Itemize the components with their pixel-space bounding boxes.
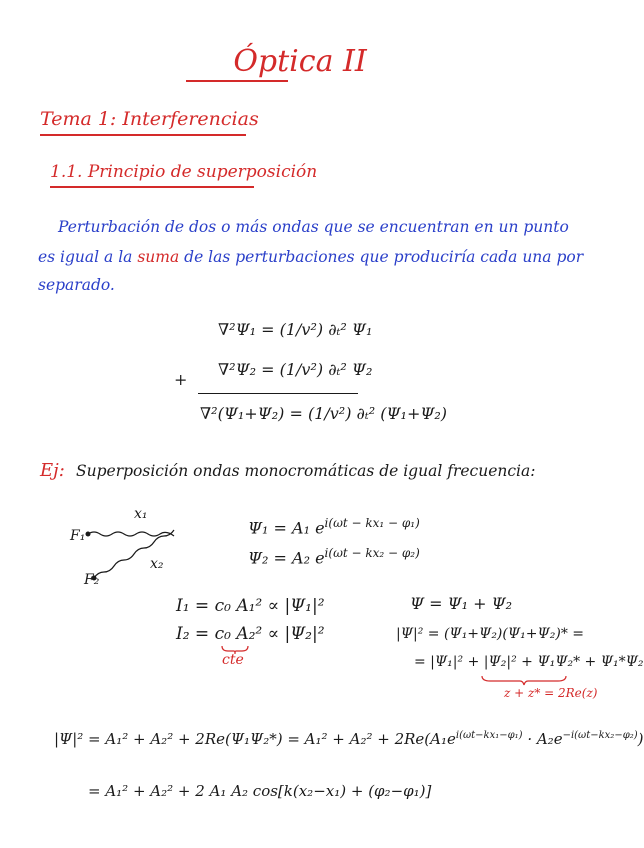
- paragraph-line-3: separado.: [38, 276, 115, 294]
- source-f1-label: F₁: [70, 528, 86, 544]
- psi2-exponent: i(ωt − kx₂ − φ₂): [324, 546, 420, 560]
- result-line-2: = A₁² + A₂² + 2 A₁ A₂ cos[k(x₂−x₁) + (φ₂−φ₁)]: [88, 782, 432, 800]
- sources-diagram: [60, 500, 200, 596]
- modulus-line-2: = |Ψ₁|² + |Ψ₂|² + Ψ₁Ψ₂* + Ψ₁*Ψ₂: [414, 654, 644, 670]
- page-title: Óptica II: [233, 44, 367, 79]
- section-heading: Tema 1: Interferencias: [40, 108, 259, 130]
- constant-note: cte: [222, 652, 244, 668]
- example-label: Ej:: [40, 460, 65, 481]
- intensity-2: I₂ = c₀ A₂² ∝ |Ψ₂|²: [176, 624, 325, 644]
- result-close: ): [637, 730, 644, 748]
- example-text: Superposición ondas monocromáticas de igual frecuencia:: [76, 462, 536, 480]
- paragraph-line-2-pre: es igual a la: [38, 248, 138, 266]
- wave-equation-sum: ∇²(Ψ₁+Ψ₂) = (1/v²) ∂ₜ² (Ψ₁+Ψ₂): [200, 404, 448, 423]
- result-exponent-1: i(ωt−kx₁−φ₁): [455, 730, 523, 741]
- wave-equation-2: ∇²Ψ₂ = (1/v²) ∂ₜ² Ψ₂: [218, 360, 373, 379]
- subsection-heading: 1.1. Principio de superposición: [50, 162, 318, 182]
- psi1-equation: [248, 516, 420, 537]
- subsection-underline: [50, 186, 254, 188]
- result-line-1: [54, 730, 643, 748]
- distance-x1-label: x₁: [134, 506, 148, 522]
- wave-equation-1: ∇²Ψ₁ = (1/v²) ∂ₜ² Ψ₁: [218, 320, 373, 339]
- result-line-1-main: |Ψ|² = A₁² + A₂² + 2Re(Ψ₁Ψ₂*) = A₁² + A₂² + 2Re(A₁e: [54, 730, 456, 748]
- distance-x2-label: x₂: [150, 556, 164, 572]
- paragraph-highlight: suma: [137, 248, 180, 266]
- intensity-1: I₁ = c₀ A₁² ∝ |Ψ₁|²: [176, 596, 325, 616]
- sum-rule-line: [198, 393, 358, 394]
- psi2-equation: [248, 546, 420, 567]
- paragraph-line-2: [38, 248, 583, 266]
- result-middle: · A₂e: [522, 730, 563, 748]
- plus-sign: +: [174, 370, 188, 389]
- psi1-exponent: i(ωt − kx₁ − φ₁): [324, 516, 420, 530]
- result-exponent-2: −i(ωt−kx₂−φ₂): [562, 730, 638, 741]
- modulus-line-1: |Ψ|² = (Ψ₁+Ψ₂)(Ψ₁+Ψ₂)* =: [396, 626, 585, 642]
- title-underline: [186, 80, 288, 82]
- psi1-base: Ψ₁ = A₁ e: [248, 518, 325, 538]
- paragraph-line-1: Perturbación de dos o más ondas que se encuentran en un punto: [58, 218, 569, 236]
- complex-identity-note: z + z* = 2Re(z): [504, 686, 598, 700]
- psi2-base: Ψ₂ = A₂ e: [248, 548, 325, 568]
- source-f2-label: F₂: [84, 572, 100, 588]
- psi-sum: Ψ = Ψ₁ + Ψ₂: [410, 594, 513, 613]
- cross-terms-brace: [480, 674, 570, 686]
- paragraph-line-2-post: de las perturbaciones que produciría cada una por: [179, 248, 584, 266]
- section-underline: [40, 134, 246, 136]
